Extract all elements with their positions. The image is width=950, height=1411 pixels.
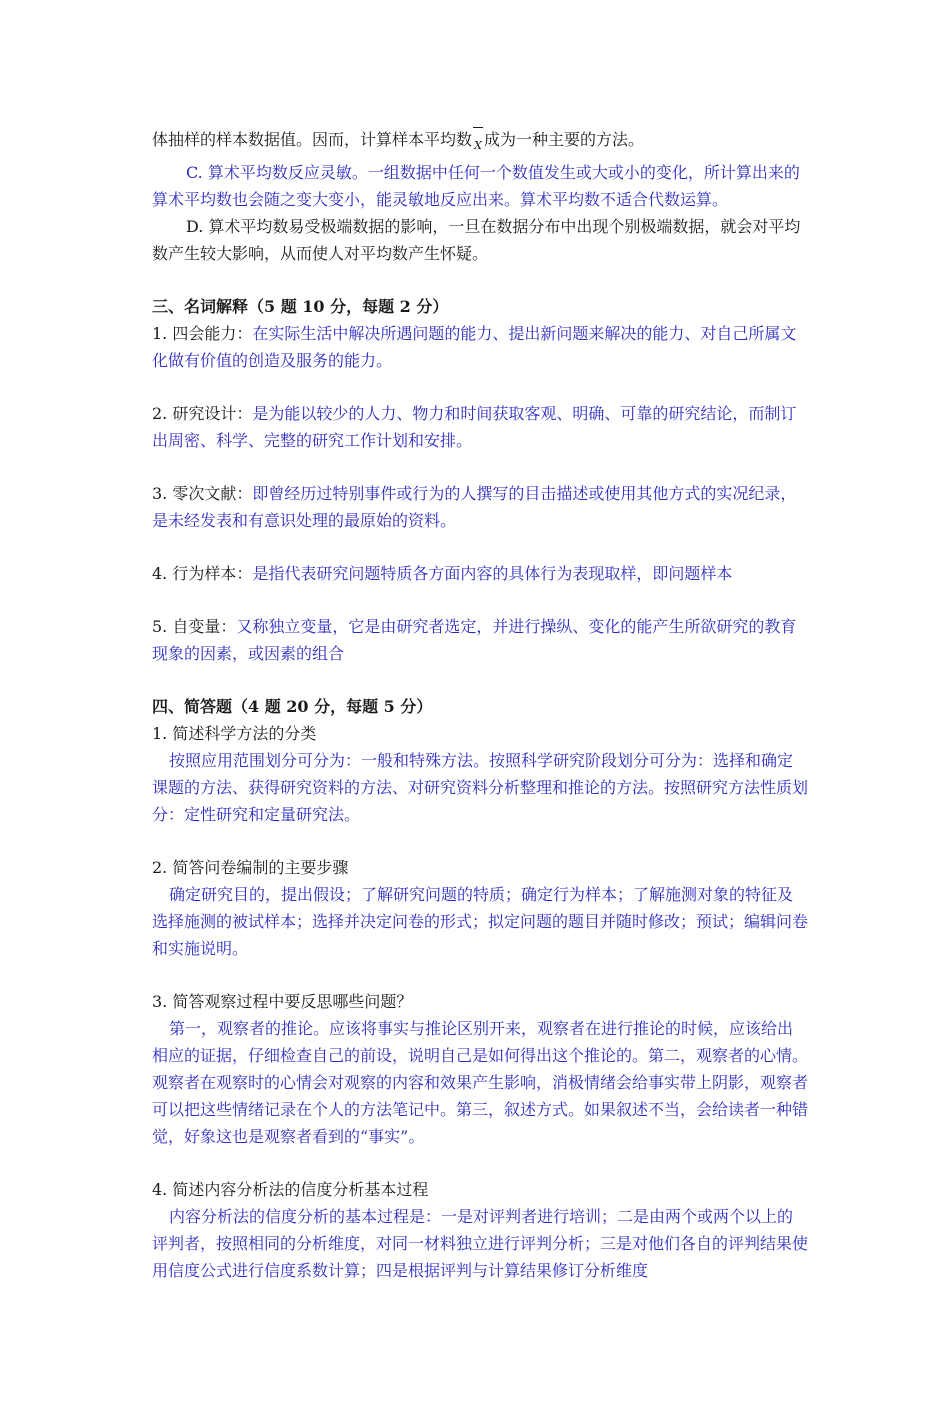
answer-text: 内容分析法的信度分析的基本过程是：一是对评判者进行培训；二是由两个或两个以上的评判者，按照相同的分析维度，对同一材料独立进行评判分析；三是对他们各自的评判结果使用信度公式进行信度系数计算；四是根据评判与计算结果修订分析维度 bbox=[152, 1207, 809, 1280]
intro-line bbox=[152, 126, 808, 159]
question-text: 4. 简述内容分析法的信度分析基本过程 bbox=[152, 1180, 429, 1199]
intro-text-post: 成为一种主要的方法。 bbox=[484, 130, 645, 149]
term-item bbox=[152, 560, 808, 587]
point-d-paragraph: D. 算术平均数易受极端数据的影响，一旦在数据分布中出现个别极端数据，就会对平均数产生较大影响，从而使人对平均数产生怀疑。 bbox=[152, 217, 801, 263]
term-item bbox=[152, 613, 808, 667]
point-c-paragraph: C. 算术平均数反应灵敏。一组数据中任何一个数值发生或大或小的变化，所计算出来的算术平均数也会随之变大变小，能灵敏地反应出来。算术平均数不适合代数运算。 bbox=[152, 163, 800, 209]
sample-mean-symbol: X bbox=[472, 132, 484, 159]
term-definition: 即曾经历过特别事件或行为的人撰写的目击描述或使用其他方式的实况纪录，是未经发表和有意识处理的最原始的资料。 bbox=[152, 484, 797, 530]
intro-text-pre: 体抽样的样本数据值。因而，计算样本平均数 bbox=[152, 130, 473, 149]
document-page bbox=[152, 126, 808, 1284]
question-text: 1. 简述科学方法的分类 bbox=[152, 724, 317, 743]
term-definition: 在实际生活中解决所遇问题的能力、提出新问题来解决的能力、对自己所属文化做有价值的创造及服务的能力。 bbox=[152, 324, 797, 370]
term-label: 1. 四会能力： bbox=[152, 324, 253, 343]
term-label: 3. 零次文献： bbox=[152, 484, 253, 503]
term-item bbox=[152, 320, 808, 374]
answer-text: 第一，观察者的推论。应该将事实与推论区别开来，观察者在进行推论的时候，应该给出相应的证据，仔细检查自己的前设，说明自己是如何得出这个推论的。第二，观察者的心情。观察者在观察时的心情会对观察的内容和效果产生影响，消极情绪会给事实带上阴影，观察者可以把这些情绪记录在个人的方法笔记中。第三，叙述方式。如果叙述不当，会给读者一种错觉，好象这也是观察者看到的“事实”。 bbox=[152, 1019, 809, 1146]
term-item bbox=[152, 480, 808, 534]
term-definition: 又称独立变量，它是由研究者选定，并进行操纵、变化的能产生所欲研究的教育现象的因素，或因素的组合 bbox=[152, 617, 797, 663]
question-text: 2. 简答问卷编制的主要步骤 bbox=[152, 858, 349, 877]
answer-text: 确定研究目的，提出假设；了解研究问题的特质；确定行为样本；了解施测对象的特征及选择施测的被试样本；选择并决定问卷的形式；拟定问题的题目并随时修改；预试；编辑问卷和实施说明。 bbox=[152, 885, 809, 958]
section3-heading: 三、名词解释（5 题 10 分，每题 2 分） bbox=[152, 297, 449, 316]
term-definition: 是为能以较少的人力、物力和时间获取客观、明确、可靠的研究结论，而制订出周密、科学、完整的研究工作计划和安排。 bbox=[152, 404, 797, 450]
term-definition: 是指代表研究问题特质各方面内容的具体行为表现取样，即问题样本 bbox=[252, 564, 733, 583]
question-text: 3. 简答观察过程中要反思哪些问题？ bbox=[152, 992, 413, 1011]
section4-heading: 四、简答题（4 题 20 分，每题 5 分） bbox=[152, 697, 433, 716]
term-label: 5. 自变量： bbox=[152, 617, 237, 636]
term-label: 4. 行为样本： bbox=[152, 564, 253, 583]
term-item bbox=[152, 400, 808, 454]
answer-text: 按照应用范围划分可分为：一般和特殊方法。按照科学研究阶段划分可分为：选择和确定课题的方法、获得研究资料的方法、对研究资料分析整理和推论的方法。按照研究方法性质划分：定性研究和定量研究法。 bbox=[152, 751, 809, 824]
term-label: 2. 研究设计： bbox=[152, 404, 253, 423]
